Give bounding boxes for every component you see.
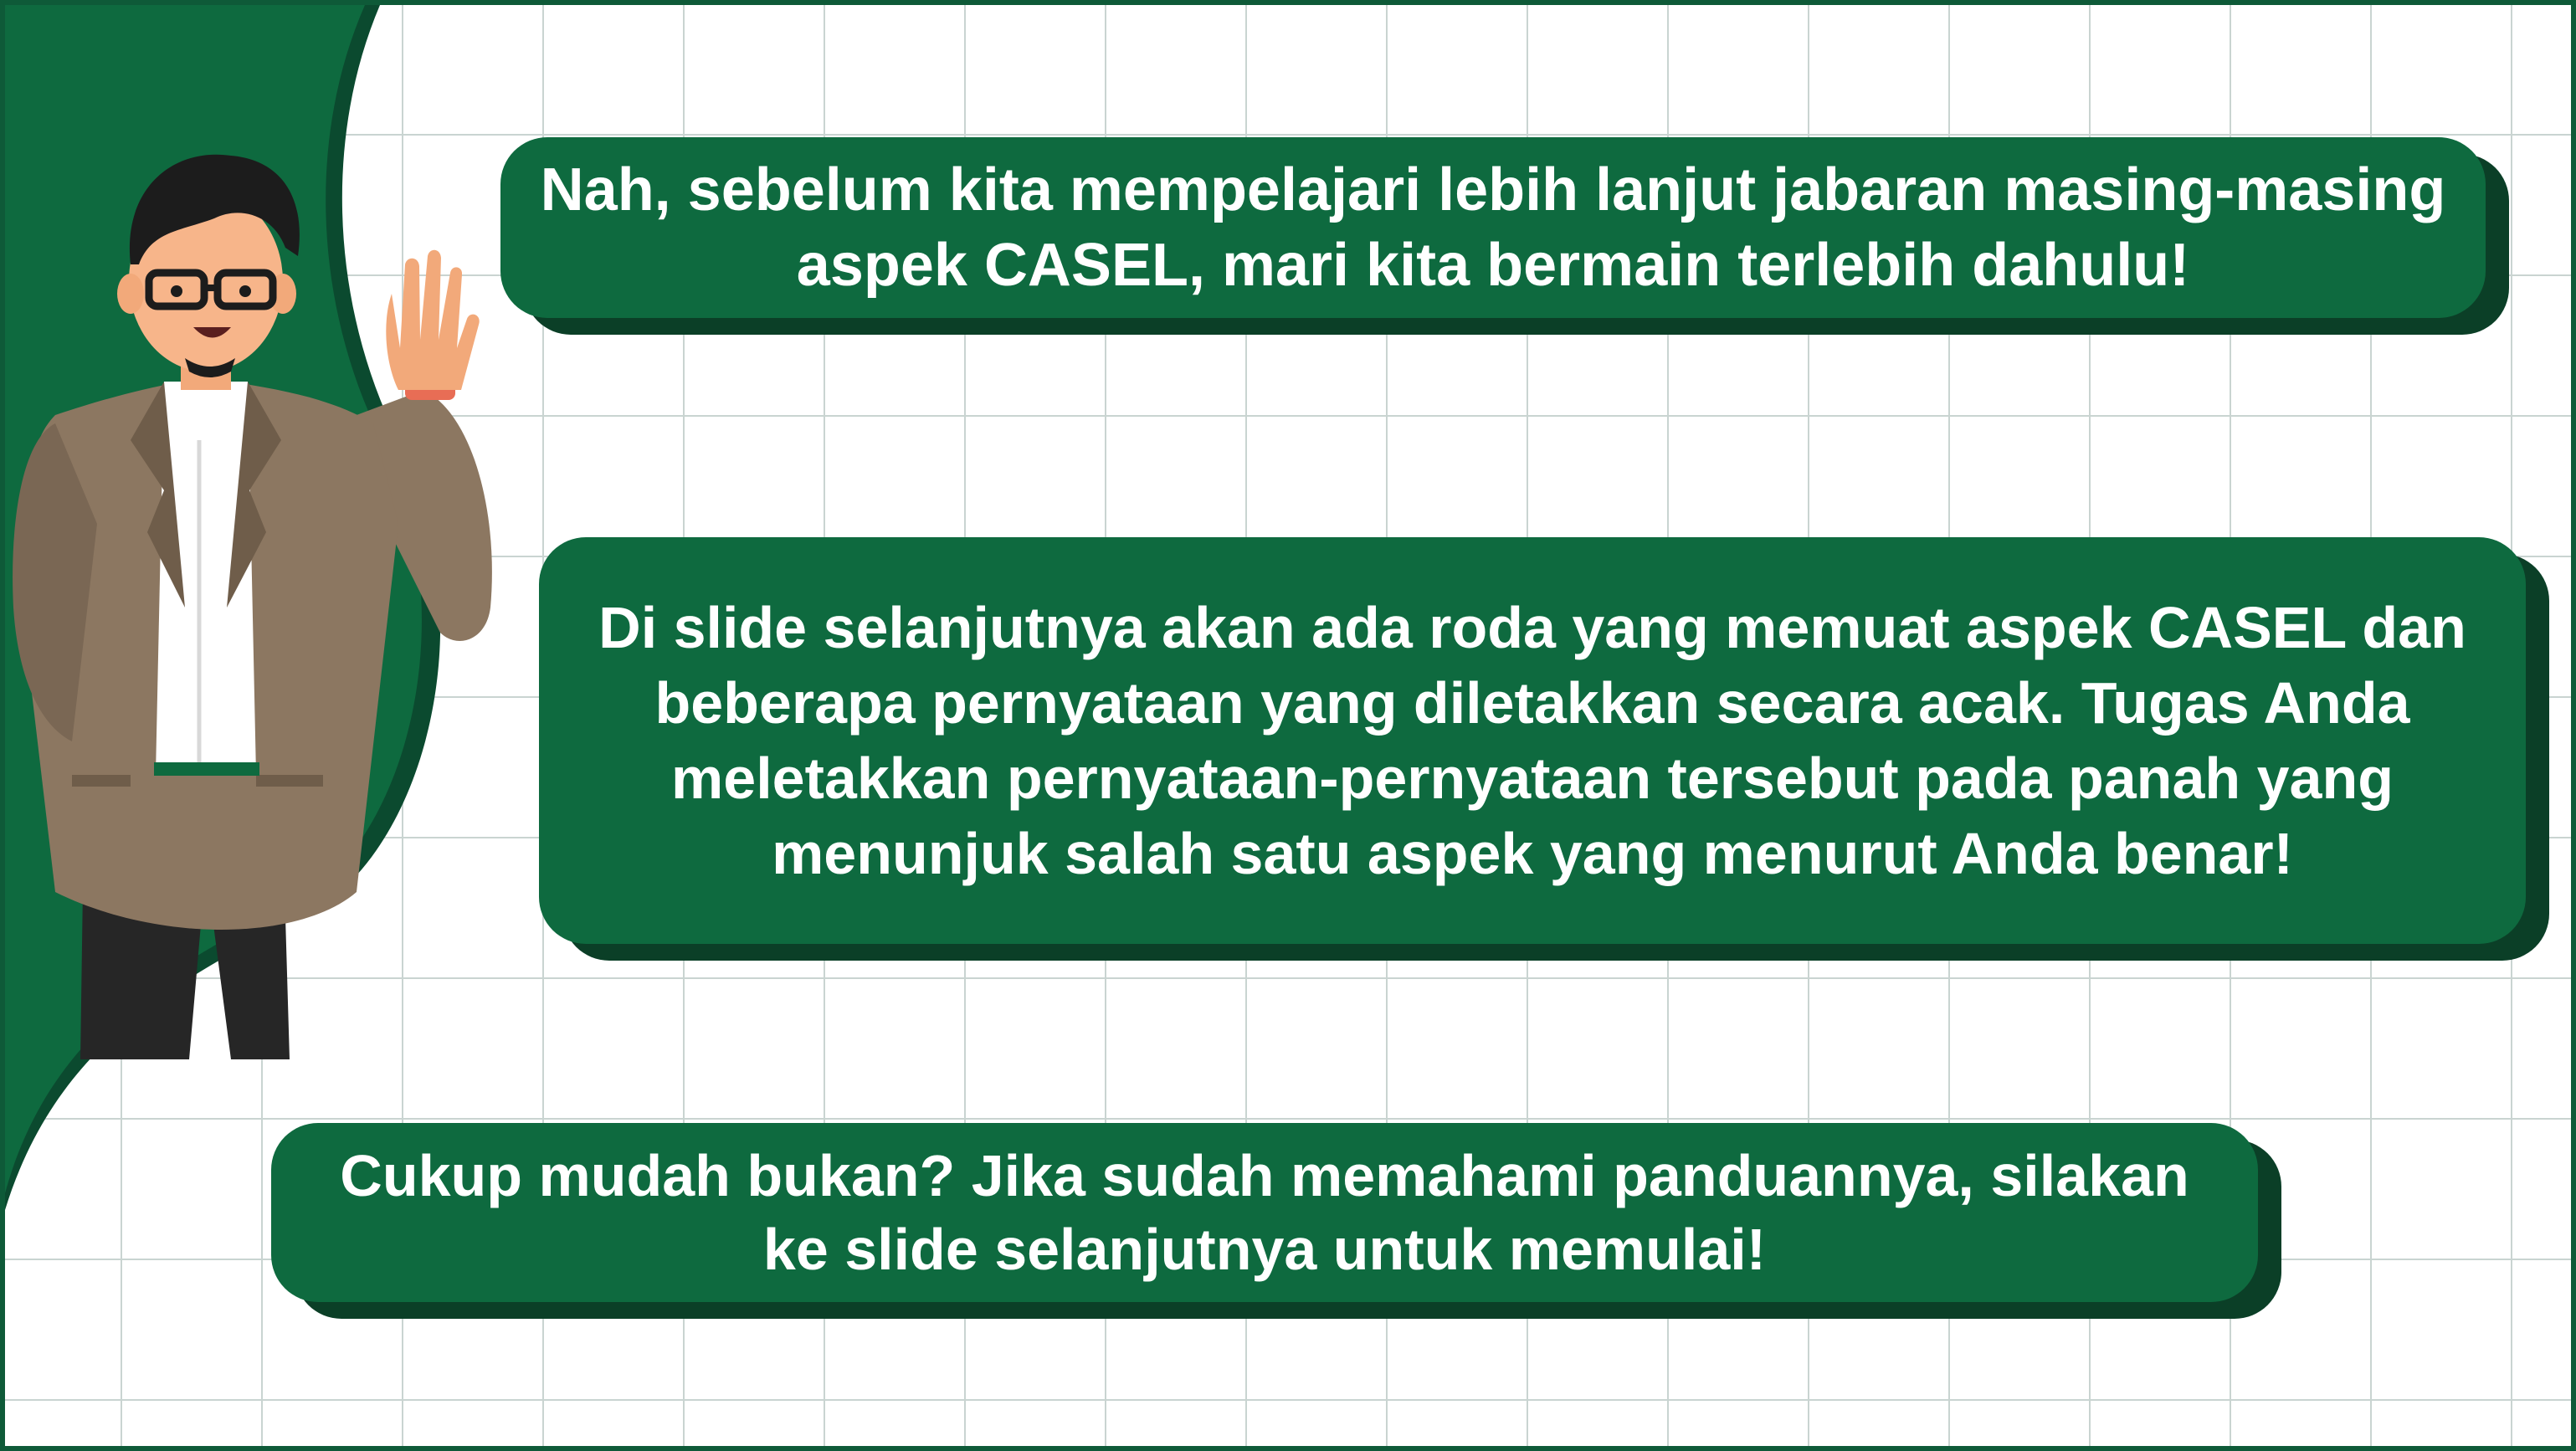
instruction-message-text: Di slide selanjutnya akan ada roda yang memuat aspek CASEL dan beberapa pernyataan yang diletakkan secara acak. Tugas Anda meletakkan pernyataan-pernyataan tersebut pada panah yang menunjuk salah satu aspek yang menurut Anda benar! [598,595,2466,886]
closing-message-text: Cukup mudah bukan? Jika sudah memahami panduannya, silakan ke slide selanjutnya untuk memulai! [340,1143,2189,1282]
waving-teacher-icon [5,139,524,1059]
instruction-message-bubble [539,537,2526,944]
intro-message-bubble [500,137,2486,318]
intro-message-text: Nah, sebelum kita mempelajari lebih lanjut jabaran masing-masing aspek CASEL, mari kita bermain terlebih dahulu! [540,156,2446,299]
closing-message-bubble [271,1123,2258,1302]
